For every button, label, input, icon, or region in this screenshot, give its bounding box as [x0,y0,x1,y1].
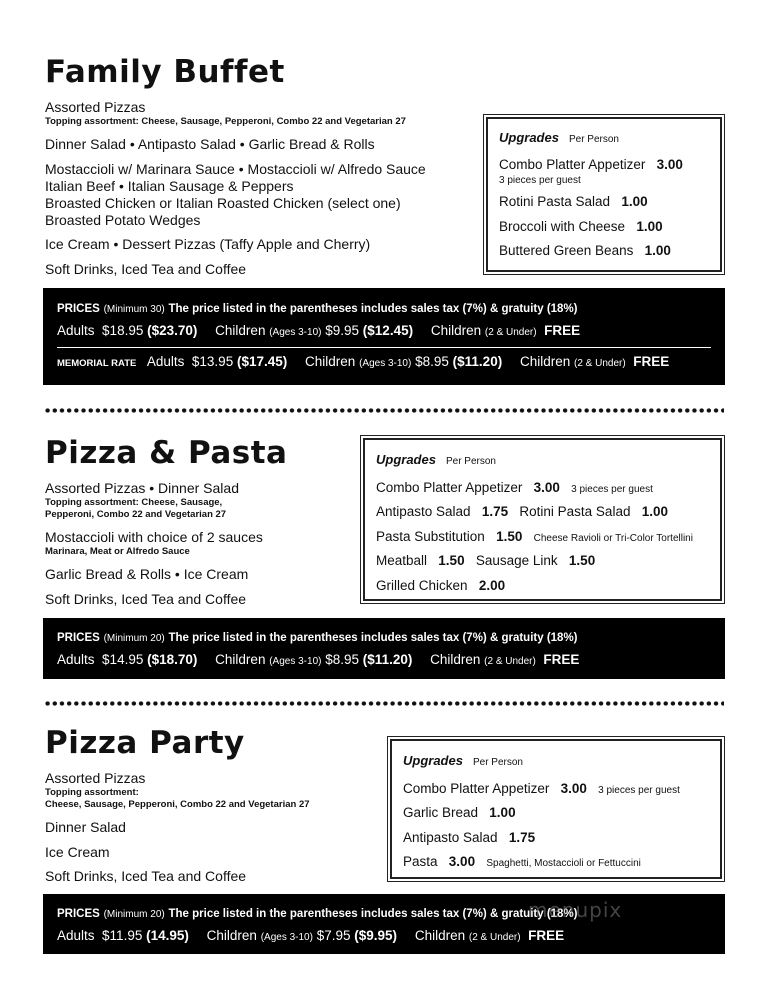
fb-prices-header: PRICES (Minimum 30) The price listed in the parentheses includes sales tax (7%) & gratuity (18%) [57,303,578,315]
fb-upgrade-rotini: Rotini Pasta Salad 1.00 [499,194,648,209]
pp-topping-note-2: Pepperoni, Combo 22 and Vegetarian 27 [45,509,227,520]
fb-prices-bar [43,288,725,385]
fb-topping-note: Topping assortment: Cheese, Sausage, Pepperoni, Combo 22 and Vegetarian 27 [45,116,406,127]
pp-mostaccioli-line: Mostaccioli with choice of 2 sauces [45,529,263,545]
party-upgrades-heading: Upgrades Per Person [403,753,523,768]
party-assorted-pizzas: Assorted Pizzas [45,770,146,786]
party-salad-line: Dinner Salad [45,819,126,835]
party-drinks-line: Soft Drinks, Iced Tea and Coffee [45,868,247,884]
pp-sauce-note: Marinara, Meat or Alfredo Sauce [45,546,190,557]
fb-upgrade-combo: Combo Platter Appetizer 3.00 [499,157,683,172]
section-divider-2 [44,701,724,706]
fb-upgrades-box [486,117,722,272]
party-upgrade-pasta: Pasta 3.00 Spaghetti, Mostaccioli or Fettuccini [403,854,641,869]
pp-upgrade-meatball-sausage: Meatball 1.50 Sausage Link 1.50 [376,553,596,568]
fb-upgrades-per-person: Per Person [568,134,619,145]
fb-potato-line: Broasted Potato Wedges [45,212,201,228]
party-upgrades-box [390,739,722,879]
pp-bread-line: Garlic Bread & Rolls • Ice Cream [45,566,249,582]
watermark: menupix [528,898,623,922]
pp-topping-note-1: Topping assortment: Cheese, Sausage, [45,497,223,508]
fb-prices-memorial: MEMORIAL RATE Adults $13.95 ($17.45) Children (Ages 3-10) $8.95 ($11.20) Children (2 & Under) FREE [57,354,670,369]
party-icecream-line: Ice Cream [45,844,110,860]
party-prices-header: PRICES (Minimum 20) The price listed in the parentheses includes sales tax (7%) & gratuity (18%) [57,908,578,920]
party-topping-note-2: Cheese, Sausage, Pepperoni, Combo 22 and Vegetarian 27 [45,799,310,810]
pp-upgrade-pasta-sub: Pasta Substitution 1.50 Cheese Ravioli or Tri-Color Tortellini [376,529,693,544]
fb-upgrade-combo-note: 3 pieces per guest [499,175,581,186]
pizza-pasta-title: Pizza & Pasta [45,435,288,471]
party-prices-regular: Adults $11.95 (14.95) Children (Ages 3-10) $7.95 ($9.95) Children (2 & Under) FREE [57,928,565,943]
family-buffet-title: Family Buffet [45,54,285,90]
fb-chicken-line: Broasted Chicken or Italian Roasted Chicken (select one) [45,195,401,211]
fb-beef-line: Italian Beef • Italian Sausage & Peppers [45,178,294,194]
pp-prices-regular: Adults $14.95 ($18.70) Children (Ages 3-10) $8.95 ($11.20) Children (2 & Under) FREE [57,652,580,667]
fb-upgrade-beans: Buttered Green Beans 1.00 [499,243,671,258]
fb-mostaccioli-line: Mostaccioli w/ Marinara Sauce • Mostaccioli w/ Alfredo Sauce [45,161,426,177]
party-upgrade-combo: Combo Platter Appetizer 3.00 3 pieces per guest [403,781,680,796]
fb-dinner-line: Dinner Salad • Antipasto Salad • Garlic Bread & Rolls [45,136,375,152]
fb-drinks-line: Soft Drinks, Iced Tea and Coffee [45,261,247,277]
party-upgrade-antipasto: Antipasto Salad 1.75 [403,830,536,845]
pp-upgrade-salads: Antipasto Salad 1.75 Rotini Pasta Salad 1.00 [376,504,669,519]
party-upgrades-per-person: Per Person [472,757,523,768]
party-prices-bar [43,894,725,954]
fb-prices-divider [57,347,711,348]
pp-upgrades-heading: Upgrades Per Person [376,452,496,467]
pizza-party-title: Pizza Party [45,725,245,761]
fb-prices-regular: Adults $18.95 ($23.70) Children (Ages 3-10) $9.95 ($12.45) Children (2 & Under) FREE [57,323,581,338]
fb-assorted-pizzas: Assorted Pizzas [45,99,146,115]
pp-upgrades-box [363,438,722,601]
pp-prices-header: PRICES (Minimum 20) The price listed in the parentheses includes sales tax (7%) & gratuity (18%) [57,632,578,644]
fb-dessert-line: Ice Cream • Dessert Pizzas (Taffy Apple and Cherry) [45,236,371,252]
fb-upgrades-heading: Upgrades Per Person [499,130,619,145]
pp-drinks-line: Soft Drinks, Iced Tea and Coffee [45,591,247,607]
pp-prices-bar [43,618,725,679]
section-divider-1 [44,408,724,413]
party-topping-note-1: Topping assortment: [45,787,139,798]
pp-upgrades-per-person: Per Person [445,456,496,467]
party-upgrade-garlic: Garlic Bread 1.00 [403,805,516,820]
fb-upgrade-broccoli: Broccoli with Cheese 1.00 [499,219,663,234]
pp-line1: Assorted Pizzas • Dinner Salad [45,480,239,496]
pp-upgrade-combo: Combo Platter Appetizer 3.00 3 pieces per guest [376,480,653,495]
pp-upgrade-chicken: Grilled Chicken 2.00 [376,578,506,593]
